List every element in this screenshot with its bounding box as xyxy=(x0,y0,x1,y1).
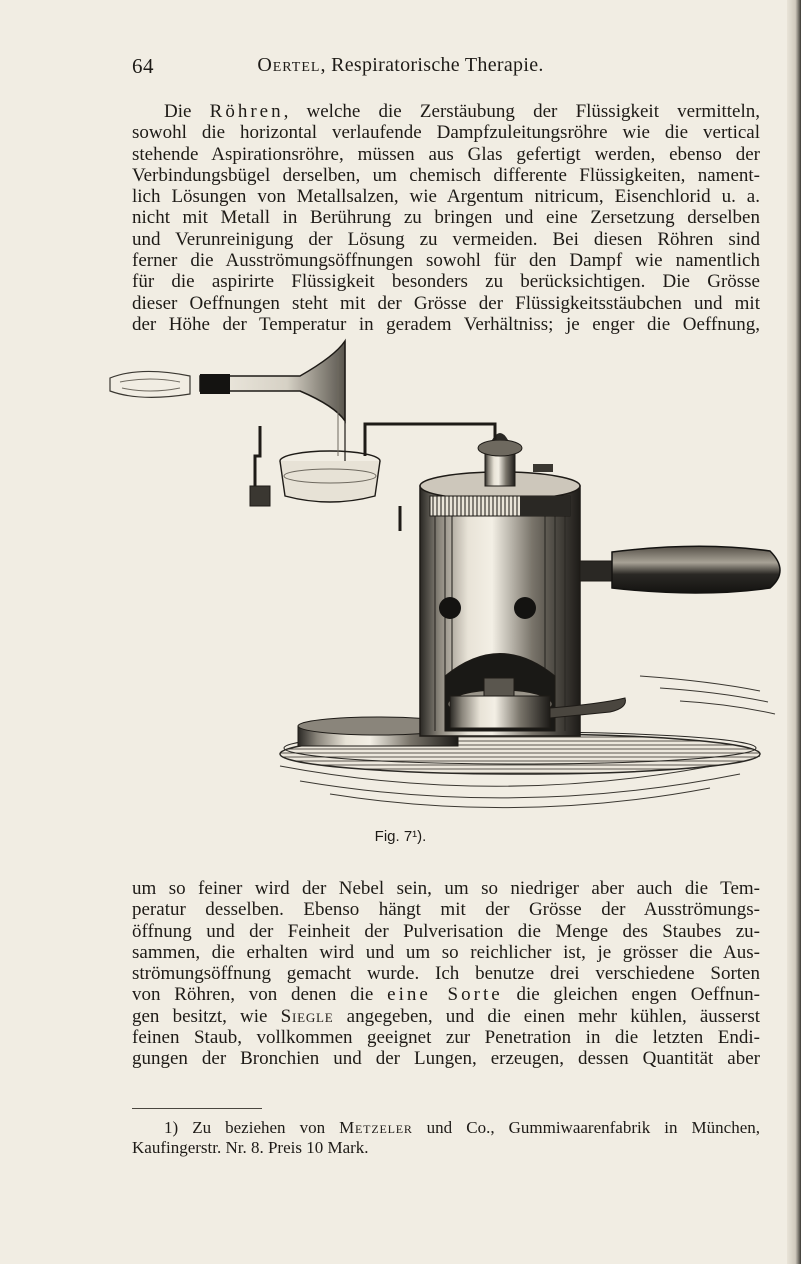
text-line: nicht mit Metall in Berührung zu bringen und eine Zersetzung derselben xyxy=(132,207,760,229)
figure-steam-inhaler-engraving xyxy=(100,336,790,826)
paragraph-top xyxy=(132,101,760,335)
text-line: peratur desselben. Ebenso hängt mit der Grösse der Ausströmungs- xyxy=(132,899,760,921)
text-line: ferner die Ausströmungsöffnungen sowohl für den Dampf wie namentlich xyxy=(132,250,760,272)
text-line: gen besitzt, wie Siegle angegeben, und die einen mehr kühlen, äusserst xyxy=(132,1005,760,1027)
paragraph-bottom xyxy=(132,878,760,1070)
text-line: öffnung und der Feinheit der Pulverisation die Menge des Staubes zu- xyxy=(132,920,760,942)
text-line: Verbindungsbügel derselben, um chemisch differente Flüssigkeiten, nament- xyxy=(132,164,760,186)
vent-hole xyxy=(439,597,461,619)
glass-tube-clamp xyxy=(200,374,230,394)
text-line: von Röhren, von denen die eine Sorte die gleichen engen Oeffnun- xyxy=(132,984,760,1006)
steam-jet xyxy=(110,371,190,397)
text-line: feinen Staub, vollkommen geeignet zur Penetration in die letzten Endi- xyxy=(132,1027,760,1049)
text-line: strömungsöffnung gemacht wurde. Ich benutze drei verschiedene Sorten xyxy=(132,963,760,985)
running-title xyxy=(0,54,801,77)
spirit-lamp xyxy=(450,696,550,728)
text-line: gungen der Bronchien und der Lungen, erzeugen, dessen Quantität aber xyxy=(132,1048,760,1070)
inhaler-illustration xyxy=(100,336,790,826)
running-head xyxy=(0,54,801,84)
text-line: stehende Aspirationsröhre, müssen aus Glas gefertigt werden, ebenso der xyxy=(132,143,760,165)
emphasis-spaced: Röhren xyxy=(209,101,284,122)
text-line: dieser Oeffnungen steht mit der Grösse der Flüssigkeitsstäubchen und mit xyxy=(132,292,760,314)
text-line: und Verunreinigung der Lösung zu vermeiden. Bei diesen Röhren sind xyxy=(132,228,760,250)
footnote xyxy=(132,1118,760,1158)
text-line: der Höhe der Temperatur in geradem Verhältniss; je enger die Oeffnung, xyxy=(132,313,760,335)
text-line: sammen, die erhalten wird und um so reichlicher ist, je grösser die Aus- xyxy=(132,941,760,963)
author-name-small-caps: Siegle xyxy=(280,1005,334,1027)
vent-hole xyxy=(514,597,536,619)
emphasis-spaced: eine Sorte xyxy=(387,984,503,1006)
footnote-line: 1) Zu beziehen von Metzeler und Co., Gummiwaarenfabrik in München, xyxy=(164,1118,760,1137)
text-line: lich Lösungen von Metallsalzen, wie Argentum nitricum, Eisenchlorid u. a. xyxy=(132,186,760,208)
footnote-rule xyxy=(132,1108,262,1109)
wooden-handle xyxy=(612,546,780,593)
text-line: für die aspirirte Flüssigkeit besonders zu berücksichtigen. Die Grösse xyxy=(132,271,760,293)
footnote-line: Kaufingerstr. Nr. 8. Preis 10 Mark. xyxy=(132,1138,369,1157)
running-title-author: Oertel xyxy=(257,54,321,76)
text-line: um so feiner wird der Nebel sein, um so niedriger aber auch die Tem- xyxy=(132,878,760,899)
figure-caption: Fig. 7¹). xyxy=(374,828,427,845)
text-line: sowohl die horizontal verlaufende Dampfzuleitungsröhre wie die vertical xyxy=(132,122,760,144)
page-number: 64 xyxy=(132,54,154,78)
running-title-text: , Respiratorische Therapie. xyxy=(320,54,544,76)
company-name-small-caps: Metzeler xyxy=(339,1118,413,1137)
text-line: Die Röhren, welche die Zerstäubung der Flüssigkeit vermitteln, xyxy=(164,101,761,122)
